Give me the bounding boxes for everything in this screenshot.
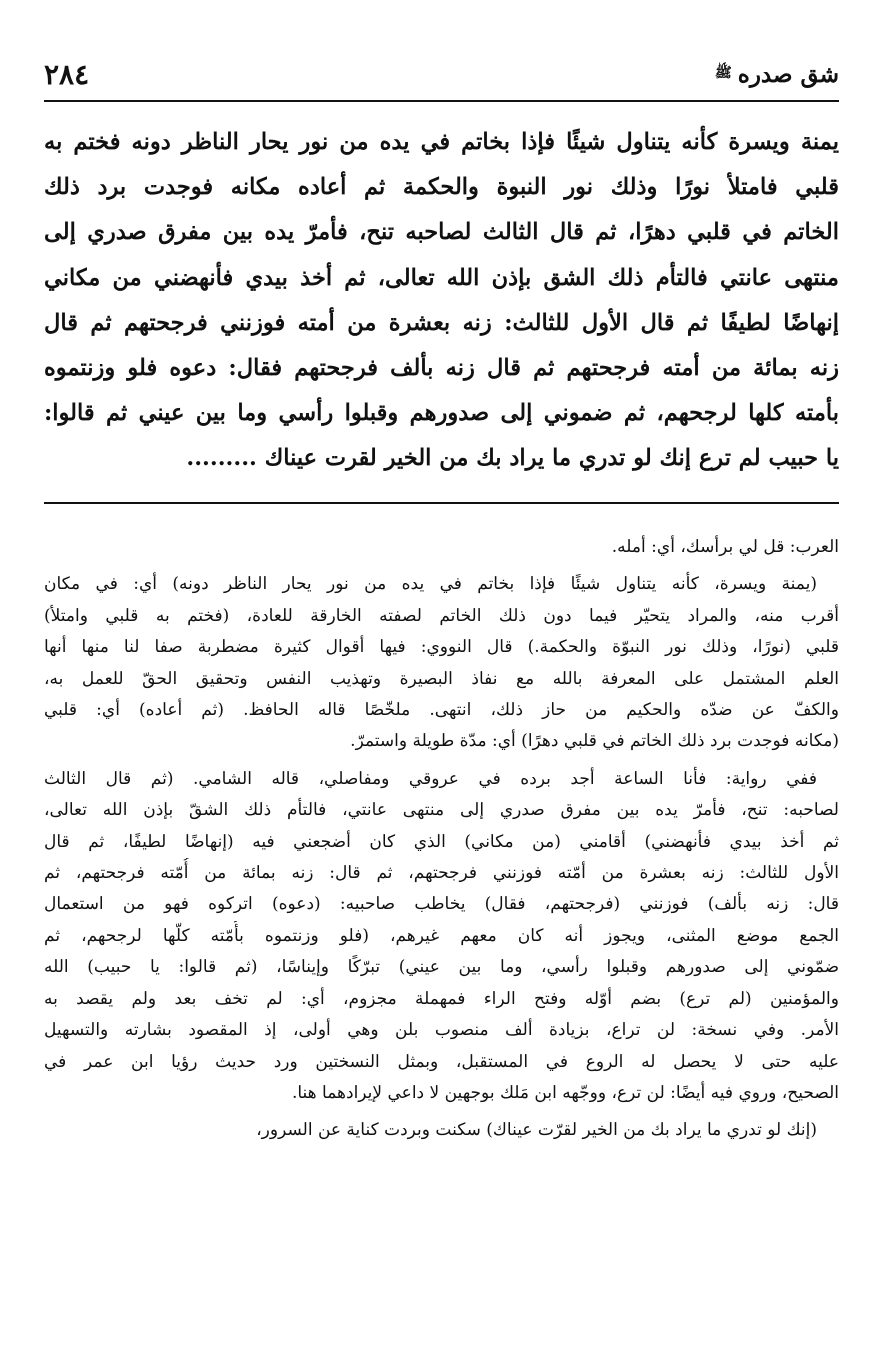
note-line: (إنك لو تدري ما يراد بك من الخير لقرّت عيناك) سكنت وبردت كناية عن السرور، — [256, 1120, 817, 1141]
note-line: والمؤمنين (لم ترع) بضم أوّله وفتح الراء فمهملة مجزوم، أي: لم تخف بعد ولم يقصد به — [44, 988, 839, 1009]
note-line: قلبي (نورًا، وذلك نور النبوّة والحكمة.) قال النووي: فيها أقوال كثيرة مضطربة صفا لنا منها أنها — [44, 637, 839, 658]
note-line: عليه حتى لا يحصل له الروع في المستقبل، وبمثل النسختين ورد حديث رؤيا ابن عمر في — [44, 1051, 839, 1072]
note-line: الأول للثالث: زنه بعشرة من أمّته فوزنني فرجحتهم، ثم قال: زنه بمائة من أُمّته فرجحتهم، ثم — [44, 863, 839, 884]
chapter-title-text: شق صدره — [737, 60, 839, 88]
note-line: الأمر. وفي نسخة: لن تراع، بزيادة ألف منصوب بلن وهي أولى، إذ المقصود بشارته والتسهيل — [44, 1020, 839, 1041]
note-line: (مكانه فوجدت برد ذلك الخاتم في قلبي دهرًا) أي: مدّة طويلة واستمرّ. — [350, 731, 839, 752]
note-line: والكفّ عن ضدّه والحكيم من حاز ذلك، انتهى. ملخّصًا قاله الحافظ. (ثم أعاده) أي: قلبي — [44, 700, 839, 721]
note-line: العرب: قل لي برأسك، أي: أمله. — [611, 537, 839, 557]
note-line: ثم أخذ بيدي فأنهضني) أقامني (من مكاني) الذي كان أضجعني فيه (إنهاضًا لطيفًا، ثم قال — [44, 831, 839, 852]
note-line: ضمّوني إلى صدورهم وقبلوا رأسي، وما بين عيني) تبرّكًا وإيناسًا، (ثم قالوا: يا حبيب) الله — [44, 957, 839, 978]
footnote-separator — [44, 502, 839, 504]
note-line: أقرب منه، والمراد يتحيّر فيما دون ذلك الخاتم لصفته الخارقة للعادة، (فختم به قلبي وامتلأ) — [44, 605, 839, 626]
main-text-line: يا حبيب لم ترع إنك لو تدري ما يراد بك من الخير لقرت عيناك ......... — [186, 445, 839, 472]
main-text-line: منتهى عانتي فالتأم ذلك الشق بإذن الله تعالى، ثم أخذ بيدي فأنهضني من مكاني — [44, 264, 839, 291]
page-header — [44, 48, 839, 102]
note-line: الجمع موضع المثنى، ويجوز أنه كان معهم غيرهم، (فلو وزنتموه بأُمّته كلّها لرجحهم، ثم — [44, 925, 839, 946]
honorific-mark: ﷺ — [714, 65, 732, 81]
note-line: العلم المشتمل على المعرفة بالله مع نفاذ البصيرة وتهذيب النفس وتحقيق الحقّ للعمل به، — [44, 668, 839, 689]
main-text-line: قلبي فامتلأ نورًا وذلك نور النبوة والحكمة ثم أعاده مكانه فوجدت برد ذلك — [44, 174, 839, 201]
note-line: ففي رواية: فأنا الساعة أجد برده في عروقي ومفاصلي، قاله الشامي. (ثم قال الثالث — [44, 768, 817, 789]
note-paragraph — [44, 1115, 839, 1146]
note-line: قال: زنه بألف) فوزنني (فرجحتهم، فقال) يخاطب صاحبيه: (دعوه) اتركوه فهو من استعمال — [44, 894, 839, 915]
note-paragraph — [44, 569, 839, 757]
page-number: ٢٨٤ — [44, 57, 90, 91]
note-line: لصاحبه: تنح، فأمرّ يده بين مفرق صدري إلى منتهى عانتي، فالتأم ذلك الشقّ بإذن الله تعالى، — [44, 800, 839, 821]
note-paragraph — [44, 764, 839, 1109]
main-text — [44, 120, 839, 482]
main-text-line: بأمته كلها لرجحهم، ثم ضموني إلى صدورهم وقبلوا رأسي وما بين عيني ثم قالوا: — [44, 400, 839, 427]
note-line: الصحيح، وروي فيه أيضًا: لن ترع، ووجّهه ابن مَلك بوجهين لا داعي لإيرادهما هنا. — [291, 1082, 839, 1103]
main-text-line: إنهاضًا لطيفًا ثم قال الأول للثالث: زنه بعشرة من أمته فوزنني فرجحتهم ثم قال — [44, 309, 839, 336]
note-paragraph — [44, 532, 839, 563]
note-line: (يمنة ويسرة، كأنه يتناول شيئًا فإذا بخاتم في يده من نور يحار الناظر دونه) أي: في مكان — [44, 574, 817, 595]
chapter-title — [715, 61, 839, 88]
main-text-line: يمنة ويسرة كأنه يتناول شيئًا فإذا بخاتم في يده من نور يحار الناظر دونه فختم به — [44, 129, 839, 155]
main-text-line: زنه بمائة من أمته فرجحتهم ثم قال زنه بألف فرجحتهم فقال: دعوه فلو وزنتموه — [44, 355, 839, 382]
commentary-notes — [44, 532, 839, 1153]
main-text-line: الخاتم في قلبي دهرًا، ثم قال الثالث لصاحبه تنح، فأمرّ يده بين مفرق صدري إلى — [44, 219, 839, 246]
